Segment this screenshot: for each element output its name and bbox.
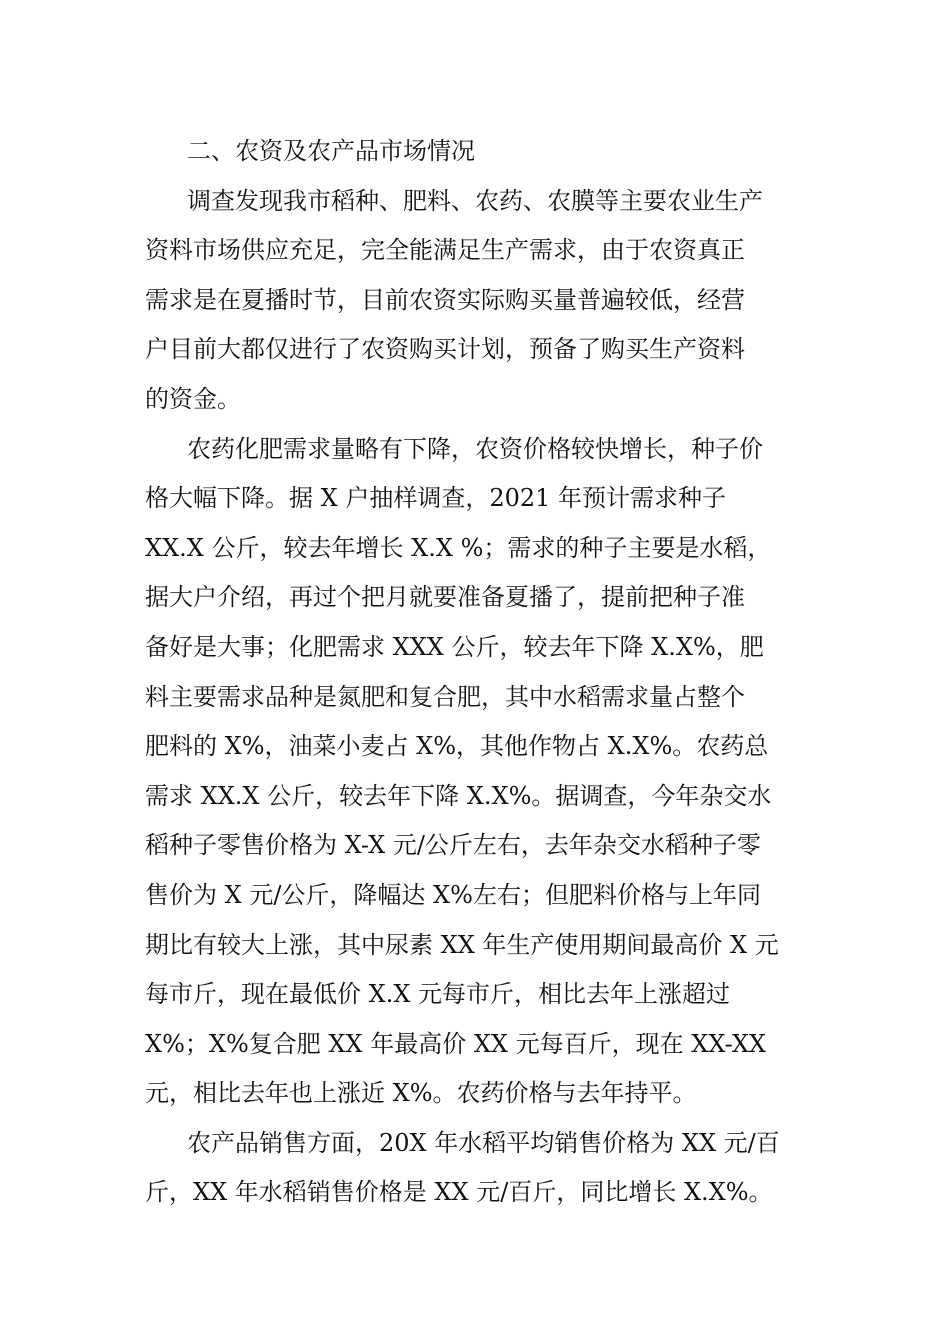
text-line: 农产品销售方面，20X 年水稻平均销售价格为 XX 元/百 [187, 1128, 780, 1157]
text-line: 据大户介绍，再过个把月就要准备夏播了，提前把种子准 [145, 583, 745, 612]
text-line: 需求 XX.X 公斤，较去年下降 X.X%。据调查，今年杂交水 [145, 781, 772, 810]
paragraph-supply [145, 177, 815, 425]
text-line: 每市斤，现在最低价 X.X 元每市斤，相比去年上涨超过 [145, 980, 731, 1009]
text-line: 料主要需求品种是氮肥和复合肥，其中水稻需求量占整个 [145, 682, 745, 711]
text-line: 肥料的 X%，油菜小麦占 X%，其他作物占 X.X%。农药总 [145, 732, 769, 761]
text-line: 资料市场供应充足，完全能满足生产需求，由于农资真正 [145, 236, 745, 265]
text-line: 稻种子零售价格为 X-X 元/公斤左右，去年杂交水稻种子零 [145, 831, 761, 860]
text-line: 农药化肥需求量略有下降，农资价格较快增长，种子价 [187, 434, 763, 463]
paragraph-prices [145, 425, 815, 1119]
text-line: 斤，XX 年水稻销售价格是 XX 元/百斤，同比增长 X.X%。 [145, 1178, 773, 1207]
document-body [145, 127, 815, 1218]
text-line: 备好是大事；化肥需求 XXX 公斤，较去年下降 X.X%，肥 [145, 632, 764, 661]
text-line: 期比有较大上涨，其中尿素 XX 年生产使用期间最高价 X 元 [145, 930, 779, 959]
text-line: X%；X%复合肥 XX 年最高价 XX 元每百斤，现在 XX-XX [145, 1029, 767, 1058]
section-heading: 二、农资及农产品市场情况 [187, 137, 475, 165]
text-line: 售价为 X 元/公斤，降幅达 X%左右；但肥料价格与上年同 [145, 880, 761, 909]
text-line: 的资金。 [145, 384, 241, 413]
text-line: 格大幅下降。据 X 户抽样调查，2021 年预计需求种子 [145, 484, 727, 513]
text-line: XX.X 公斤，较去年增长 X.X %；需求的种子主要是水稻， [145, 533, 772, 562]
text-line: 需求是在夏播时节，目前农资实际购买量普遍较低，经营 [145, 285, 745, 314]
text-line: 元，相比去年也上涨近 X%。农药价格与去年持平。 [145, 1079, 697, 1108]
paragraph-sales [145, 1119, 815, 1218]
text-line: 户目前大都仅进行了农资购买计划，预备了购买生产资料 [145, 335, 745, 364]
text-line: 调查发现我市稻种、肥料、农药、农膜等主要农业生产 [187, 186, 763, 215]
